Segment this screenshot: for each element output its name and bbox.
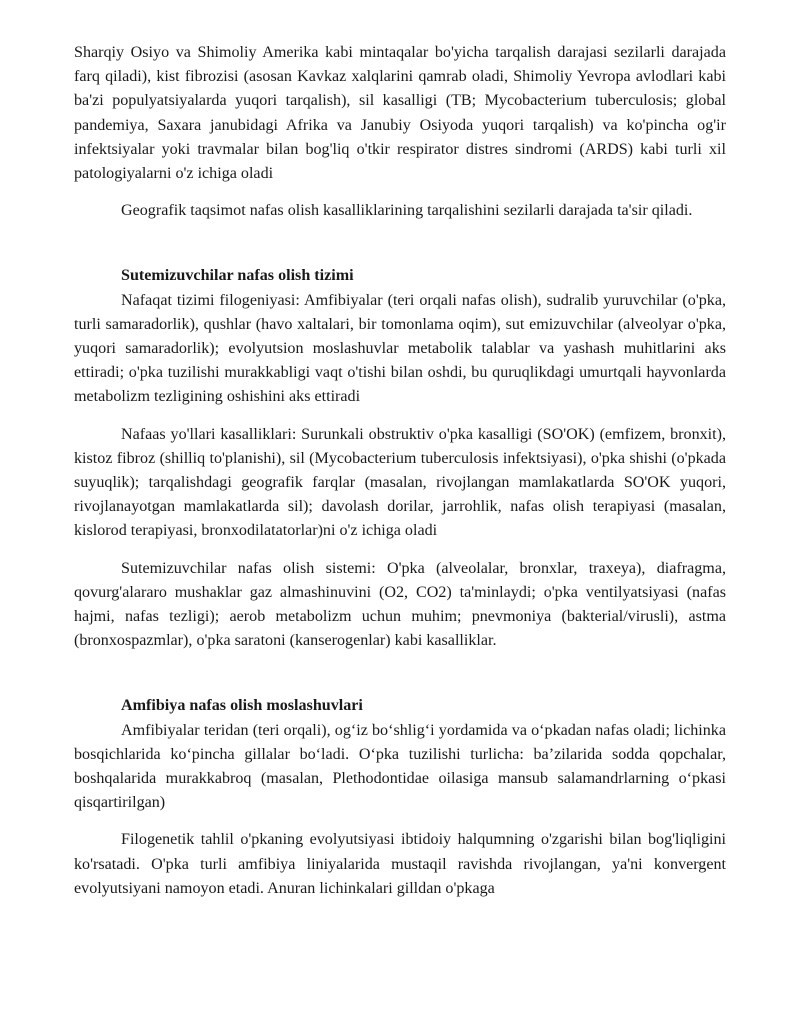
paragraph-respiratory-diseases: Nafaas yo'llari kasalliklari: Surunkali obstruktiv o'pka kasalligi (SO'OK) (emfizem, bronxit), kistoz fibroz (shilliq to'planishi), sil (Mycobacterium tuberculosis infektsiyasi), o'pka shishi (o'pkada suyuqlik); tarqalishdagi geografik farqlar (masalan, rivojlangan mamlakatlarda SO'OK yuqori, rivojlanayotgan mamlakatlarda sil); davolash dorilar, jarrohlik, nafas olish terapiyasi (masalan, kislorod terapiyasi, bronxodilatatorlar)ni o'z ichiga oladi bbox=[74, 425, 726, 540]
paragraph-geographic-prevalence: Sharqiy Osiyo va Shimoliy Amerika kabi mintaqalar bo'yicha tarqalish darajasi sezilarli darajada farq qiladi), kist fibrozisi (asosan Kavkaz xalqlarini qamrab oladi, Shimoliy Yevropa avlodlari kabi ba'zi populyatsiyalarda yuqori tarqalish), sil kasalligi (TB; Mycobacterium tuberculosis; global pandemiya, Saxara janubidagi Afrika va Janubiy Osiyoda yuqori tarqalish) va ko'pincha og'ir infektsiyalar yoki travmalar bilan bog'liq o'tkir respirator distres sindromi (ARDS) kabi turli xil patologiyalarni o'z ichiga oladi bbox=[74, 44, 726, 183]
paragraph-mammal-respiratory-system: Sutemizuvchilar nafas olish sistemi: O'pka (alveolalar, bronxlar, traxeya), diafragma, qovurg'alararo mushaklar gaz almashinuvini (O2, CO2) ta'minlaydi; o'pka ventilyatsiyasi (nafas hajmi, nafas tezligi); aerob metabolizm uchun muhim; pnevmoniya (bakterial/virusli), astma (bronxospazmlar), o'pka saratoni (kanserogenlar) kabi kasalliklar. bbox=[74, 559, 726, 650]
document-page bbox=[74, 41, 726, 901]
paragraph-geographic-distribution: Geografik taqsimot nafas olish kasalliklarining tarqalishini sezilarli darajada ta'sir qiladi. bbox=[121, 202, 693, 220]
paragraph-phylogenetic-analysis: Filogenetik tahlil o'pkaning evolyutsiyasi ibtidoiy halqumning o'zgarishi bilan bog'liqligini ko'rsatadi. O'pka turli amfibiya liniyalarida mustaqil ravishda rivojlangan, ya'ni konvergent evolyutsiyani namoyon etadi. Anuran lichinkalari gilldan o'pkaga bbox=[74, 831, 726, 897]
heading-mammal-respiratory-system: Sutemizuvchilar nafas olish tizimi bbox=[121, 267, 354, 285]
paragraph-respiratory-phylogeny: Nafaqat tizimi filogeniyasi: Amfibiyalar (teri orqali nafas olish), sudralib yuruvchilar (o'pka, turli samaradorlik), qushlar (havo xaltalari, bir tomonlama oqim), sut emizuvchilar (alveolyar o'pka, yuqori samaradorlik); evolyutsion moslashuvlar metabolik talablar va yashash muhitlarini aks ettiradi; o'pka tuzilishi murakkabligi vaqt o'tishi bilan oshdi, bu quruqlikdagi umurtqali hayvonlarda metabolizm tezligining oshishini aks ettiradi bbox=[74, 291, 726, 406]
paragraph-amphibian-breathing: Amfibiyalar teridan (teri orqali), og‘iz bo‘shlig‘i yordamida va o‘pkadan nafas oladi; lichinka bosqichlarida ko‘pincha gillalar bo‘ladi. O‘pka tuzilishi turlicha: ba’zilarida sodda qopchalar, boshqalarida murakkabroq (masalan, Plethodontidae oilasiga mansub salamandrlarning o‘pkasi qisqartirilgan) bbox=[74, 721, 726, 812]
heading-amphibian-adaptations: Amfibiya nafas olish moslashuvlari bbox=[121, 697, 363, 715]
